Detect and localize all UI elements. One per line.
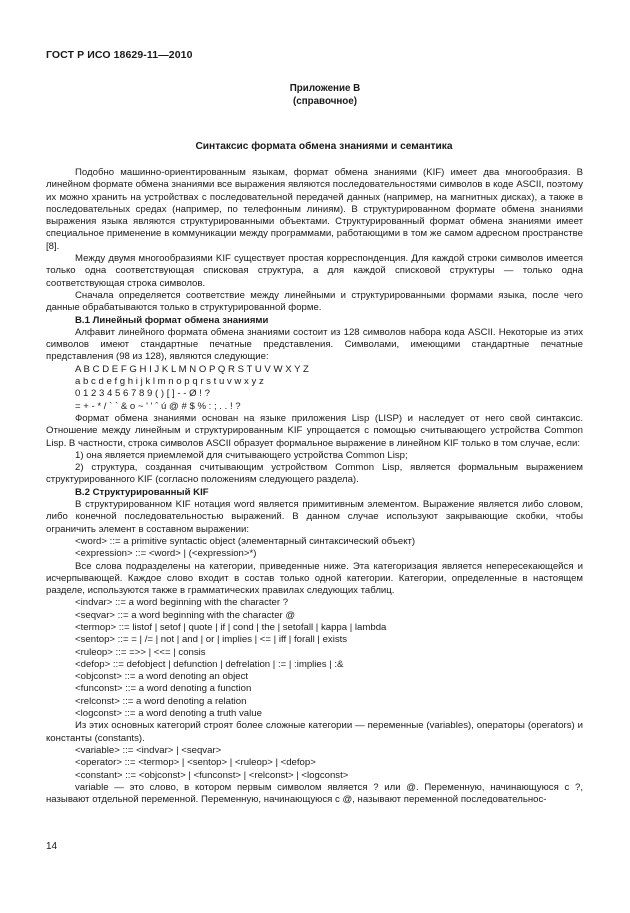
paragraph: Подобно машинно-ориентированным языкам, формат обмена знаниями (KIF) имеет два многообразия. В линейном формате обмена знаниями все выражения являются последовательностями символов в коде ASCII, поэтому их можно хранить на устройствах с последовательной передачей данных (например, на магнитных дисках), а также в последовательных средах (например, по телефонным линиям). В структурированном формате обмена знаниями выражения языка являются структурированными объектами. Структурированный формат обмена знаниями имеет специальное применение в коммуникации между программами, работающими в том же самом адресном пространстве [8]. <box>46 167 583 252</box>
paragraph: Из этих основных категорий строят более сложные категории — переменные (variables), операторы (operators) и константы (constants). <box>46 720 583 744</box>
appendix-label: Приложение В <box>289 83 361 94</box>
grammar-rule: <defop> ::= defobject | defunction | defrelation | := | :implies | :& <box>75 658 344 670</box>
grammar-rule: <operator> ::= <termop> | <sentop> | <ruleop> | <defop> <box>75 757 316 769</box>
alphabet-line: a b c d e f g h i j k l m n o p q r s t u v w x y z <box>75 376 264 388</box>
grammar-rule: <logconst> ::= a word denoting a truth value <box>75 708 262 720</box>
body-text <box>46 167 583 806</box>
paragraph: Между двумя многообразиями KIF существует простая корреспонденция. Для каждой строки символов имеется только одна соответствующая списковая структура, а для каждой списковой структуры — только одна соответствующая строка символов. <box>46 253 583 289</box>
grammar-rule: <objconst> ::= a word denoting an object <box>75 671 249 683</box>
grammar-rule: <ruleop> ::= =>> | <<= | consis <box>75 646 206 658</box>
grammar-rule: <seqvar> ::= a word beginning with the character @ <box>75 609 296 621</box>
grammar-rule: <sentop> ::= = | /= | not | and | or | implies | <= | iff | forall | exists <box>75 634 348 646</box>
paragraph: Все слова подразделены на категории, приведенные ниже. Эта категоризация является непересекающейся и исчерпывающей. Каждое слово входит в состав только одной категории. Категории, определенные в настоящем разделе, используются также в грамматических правилах следующих таблиц. <box>46 560 583 597</box>
section-title: Синтаксис формата обмена знаниями и семантика <box>195 141 453 152</box>
subsection-heading: B.1 Линейный формат обмена знаниями <box>75 314 269 326</box>
grammar-rule: <indvar> ::= a word beginning with the character ? <box>75 597 289 609</box>
grammar-rule: <expression> ::= <word> | (<expression>*) <box>75 548 257 560</box>
document-header: ГОСТ Р ИСО 18629-11—2010 <box>46 49 193 61</box>
grammar-rule: <constant> ::= <objconst> | <funconst> | <relconst> | <logconst> <box>75 769 349 781</box>
grammar-rule: <word> ::= a primitive syntactic object (элементарный синтаксический объект) <box>75 535 416 547</box>
appendix-type: (справочное) <box>293 95 357 107</box>
alphabet-line: 0 1 2 3 4 5 6 7 8 9 ( ) [ ] - - Ø ! ? <box>75 388 210 400</box>
alphabet-line: = + - * / ` ` & o ~ ' ' ˆ ú @ # $ % : ; . . ! ? <box>75 400 241 412</box>
alphabet-line: A B C D E F G H I J K L M N O P Q R S T U V W X Y Z <box>75 363 309 375</box>
paragraph: Алфавит линейного формата обмена знаниями состоит из 128 символов набора кода ASCII. Некоторые из этих символов имеют стандартные печатные представления. Символами, имеющими стандартные печатные представления (98 из 128), являются следующие: <box>46 326 583 363</box>
paragraph: Сначала определяется соответствие между линейными и структурированными формами языка, после чего данные обрабатываются только в структурированной форме. <box>46 289 583 314</box>
grammar-rule: <variable> ::= <indvar> | <seqvar> <box>75 744 222 756</box>
appendix-heading <box>0 83 630 108</box>
paragraph: Формат обмена знаниями основан на языке приложения Lisp (LISP) и наследует от него свой синтаксис. Отношение между линейным и структурированным KIF упрощается с помощью считывающего устройства Common Lisp. В частности, строка символов ASCII образует формальное выражение в линейном KIF только в том случае, если: <box>46 412 583 449</box>
grammar-rule: <funconst> ::= a word denoting a function <box>75 683 252 695</box>
grammar-rule: <relconst> ::= a word denoting a relation <box>75 695 247 707</box>
paragraph: variable — это слово, в котором первым символом является ? или @. Переменную, начинающуюся с ?, называют отдельной переменной. Переменную, начинающуюся с @, называют переменной последовательнос- <box>46 781 583 806</box>
list-item: 2) структура, созданная считывающим устройством Common Lisp, является формальным выражением структурированного KIF (согласно положениям следующего раздела). <box>46 462 583 486</box>
page-number: 14 <box>46 841 58 852</box>
subsection-heading: B.2 Структурированный KIF <box>75 486 209 498</box>
paragraph: В структурированном KIF нотация word является примитивным элементом. Выражение является либо словом, либо конечной последовательностью выражений. В данном случае используют закрывающие скобки, чтобы ограничить элемент в составном выражении: <box>46 499 583 535</box>
grammar-rule: <termop> ::= listof | setof | quote | if | cond | the | setofall | kappa | lambda <box>75 621 387 633</box>
list-item: 1) она является приемлемой для считывающего устройства Common Lisp; <box>75 449 408 461</box>
